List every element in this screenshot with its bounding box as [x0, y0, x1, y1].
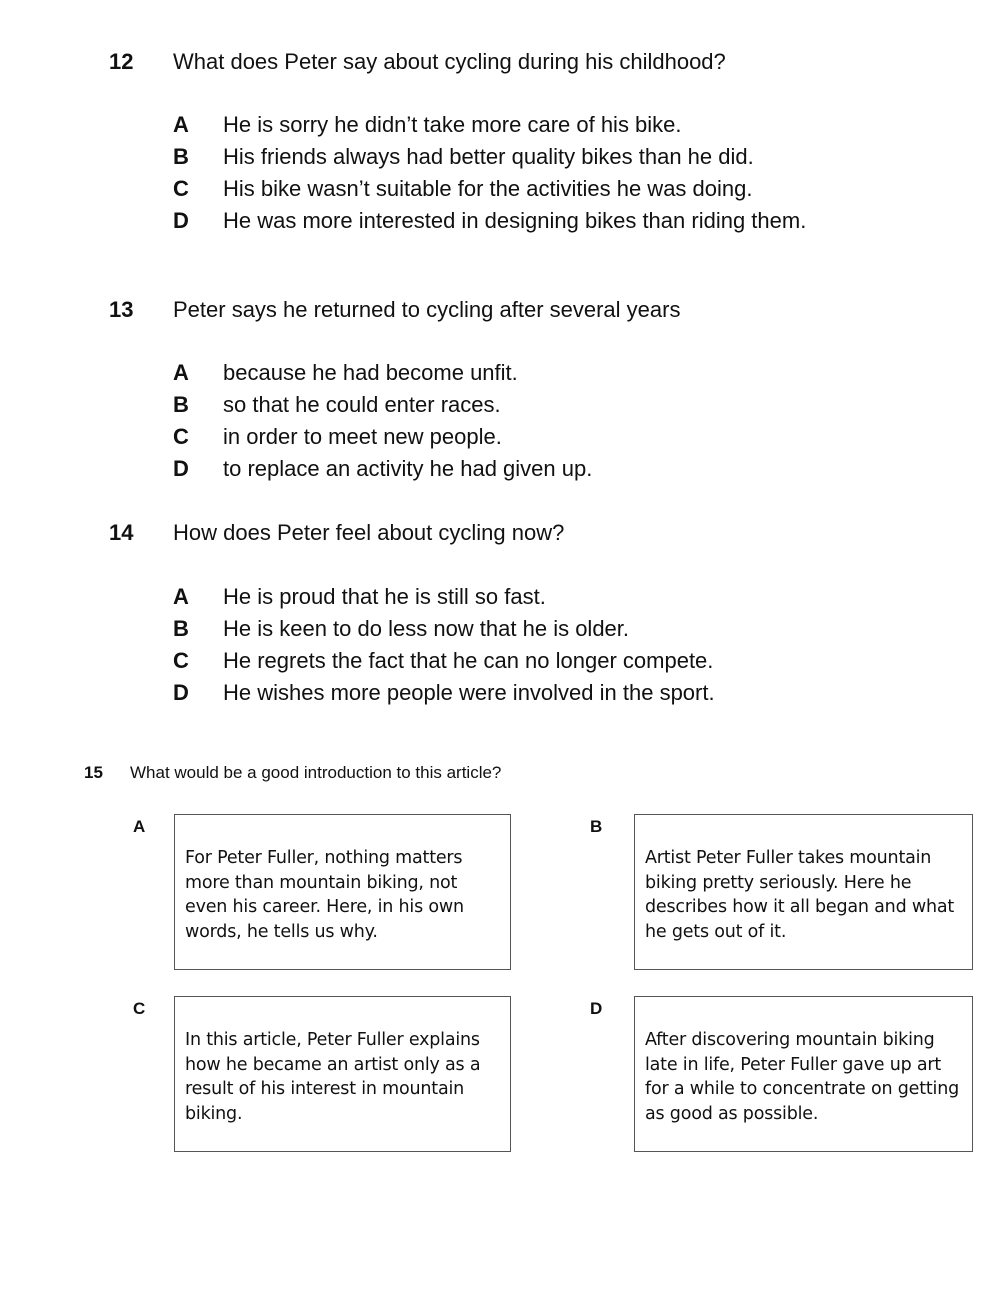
option-letter: B — [173, 144, 189, 169]
option-text: His friends always had better quality bikes than he did. — [223, 144, 754, 169]
question-number: 13 — [109, 297, 134, 322]
option-list — [0, 357, 1000, 485]
box-letter-a: A — [133, 817, 146, 836]
option-a[interactable] — [0, 357, 1000, 389]
box-letter-d: D — [590, 999, 603, 1018]
question-number: 14 — [109, 520, 134, 545]
option-b[interactable] — [0, 141, 1000, 173]
intro-option-box-a[interactable] — [174, 814, 511, 970]
option-letter: D — [173, 680, 189, 705]
question-header — [0, 293, 1000, 327]
box-letter-c: C — [133, 999, 146, 1018]
intro-option-text: Artist Peter Fuller takes mountain biking pretty seriously. Here he describes how it all began and what he gets out of it. — [645, 848, 955, 942]
question-header — [0, 45, 1000, 79]
option-letter: C — [173, 424, 189, 449]
intro-option-text: In this article, Peter Fuller explains how he became an artist only as a result of his interest in mountain biking. — [185, 1030, 481, 1124]
option-letter: D — [173, 456, 189, 481]
option-d[interactable] — [0, 677, 1000, 709]
intro-option-text: For Peter Fuller, nothing matters more than mountain biking, not even his career. Here, in his own words, he tells us why. — [185, 848, 464, 942]
option-letter: B — [173, 392, 189, 417]
option-list — [0, 109, 1000, 237]
option-letter: A — [173, 360, 189, 385]
option-c[interactable] — [0, 645, 1000, 677]
option-text: He was more interested in designing bikes than riding them. — [223, 208, 807, 233]
option-a[interactable] — [0, 581, 1000, 613]
option-list — [0, 581, 1000, 709]
option-letter: A — [173, 112, 189, 137]
option-a[interactable] — [0, 109, 1000, 141]
option-text: He is keen to do less now that he is older. — [223, 616, 630, 641]
question-number: 12 — [109, 49, 134, 74]
option-text: He is proud that he is still so fast. — [223, 584, 546, 609]
question-text: Peter says he returned to cycling after several years — [173, 297, 681, 322]
question-header — [0, 516, 1000, 550]
question-15-text: What would be a good introduction to this article? — [130, 763, 502, 782]
option-c[interactable] — [0, 421, 1000, 453]
question-text: How does Peter feel about cycling now? — [173, 520, 565, 545]
option-text: because he had become unfit. — [223, 360, 518, 385]
box-letter-b: B — [590, 817, 603, 836]
option-letter: B — [173, 616, 189, 641]
question-15-number: 15 — [84, 763, 103, 782]
intro-option-box-c[interactable] — [174, 996, 511, 1152]
option-text: in order to meet new people. — [223, 424, 502, 449]
option-text: His bike wasn’t suitable for the activities he was doing. — [223, 176, 753, 201]
option-text: He wishes more people were involved in the sport. — [223, 680, 715, 705]
question-text: What does Peter say about cycling during his childhood? — [173, 49, 726, 74]
option-text: He regrets the fact that he can no longer compete. — [223, 648, 714, 673]
option-letter: A — [173, 584, 189, 609]
option-c[interactable] — [0, 173, 1000, 205]
option-text: to replace an activity he had given up. — [223, 456, 593, 481]
option-letter: C — [173, 648, 189, 673]
intro-option-text: After discovering mountain biking late in life, Peter Fuller gave up art for a while to concentrate on getting as good as possible. — [645, 1030, 959, 1124]
option-b[interactable] — [0, 389, 1000, 421]
option-b[interactable] — [0, 613, 1000, 645]
intro-option-box-b[interactable] — [634, 814, 973, 970]
option-d[interactable] — [0, 453, 1000, 485]
option-d[interactable] — [0, 205, 1000, 237]
intro-option-box-d[interactable] — [634, 996, 973, 1152]
option-letter: C — [173, 176, 189, 201]
option-text: so that he could enter races. — [223, 392, 501, 417]
option-text: He is sorry he didn’t take more care of his bike. — [223, 112, 682, 137]
option-letter: D — [173, 208, 189, 233]
